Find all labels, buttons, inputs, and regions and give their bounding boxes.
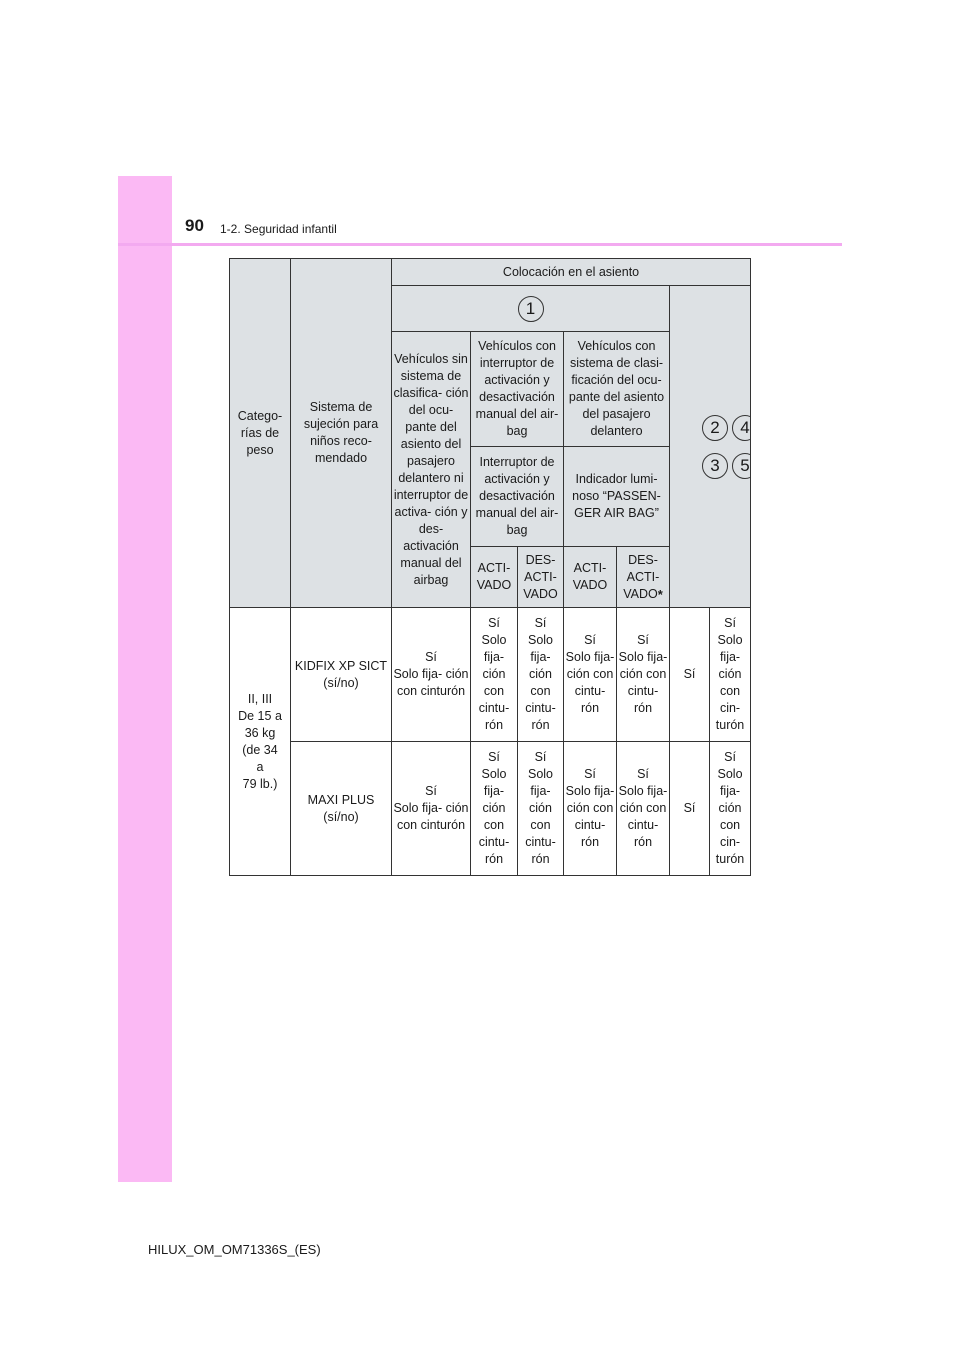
page-number: 90 — [185, 216, 204, 235]
position-2-marker: 2 — [702, 415, 728, 441]
table-cell: Sí Solo fija- ción con cintu- rón — [564, 742, 617, 876]
position-1-header — [392, 286, 670, 332]
weight-group-cell: II, III De 15 a 36 kg (de 34 a 79 lb.) — [230, 608, 291, 876]
restraint-system-name: KIDFIX XP SICT (sí/no) — [291, 608, 392, 742]
table-cell: Sí Solo fija- ción con cintu- rón — [564, 608, 617, 742]
airbag-indicator-header: Indicador lumi- noso “PASSEN- GER AIR BAG” — [564, 447, 670, 547]
state-on-header: ACTI- VADO — [471, 547, 518, 608]
table-cell: Sí Solo fija- ción con cin- turón — [710, 742, 751, 876]
vehicles-without-classification-header: Vehículos sin sistema de clasifica- ción del ocu- pante del asiento del pasajero delantero ni interruptor de activa- ción y des- activación manual del airbag — [392, 332, 471, 608]
table-cell: Sí Solo fija- ción con cintu- rón — [617, 742, 670, 876]
weight-category-header: Catego- rías de peso — [230, 259, 291, 608]
section-title: 1-2. Seguridad infantil — [220, 222, 337, 236]
table-cell: Sí Solo fija- ción con cinturón — [392, 608, 471, 742]
vehicles-with-manual-switch-header: Vehículos con interruptor de activación y desactivación manual del air- bag — [471, 332, 564, 447]
restraint-system-name: MAXI PLUS (sí/no) — [291, 742, 392, 876]
manual-switch-header: Interruptor de activación y desactivación manual del air- bag — [471, 447, 564, 547]
state-on-header: ACTI- VADO — [564, 547, 617, 608]
state-off-header: DES- ACTI- VADO — [518, 547, 564, 608]
header-rule — [118, 243, 842, 246]
asterisk-mark: * — [657, 586, 663, 602]
position-3-marker: 3 — [702, 453, 728, 479]
child-seat-table — [229, 258, 751, 876]
restraint-system-header: Sistema de sujeción para niños reco- mendado — [291, 259, 392, 608]
table-cell: Sí — [670, 742, 710, 876]
table-cell: Sí Solo fija- ción con cintu- rón — [471, 608, 518, 742]
vehicles-with-classification-header: Vehículos con sistema de clasi- ficación del ocu- pante del asiento del pasajero delantero — [564, 332, 670, 447]
table-cell: Sí Solo fija- ción con cinturón — [392, 742, 471, 876]
document-code: HILUX_OM_OM71336S_(ES) — [148, 1242, 321, 1257]
position-1-marker: 1 — [518, 296, 544, 322]
table-cell: Sí Solo fija- ción con cintu- rón — [617, 608, 670, 742]
seat-placement-header: Colocación en el asiento — [392, 259, 751, 286]
side-thumb-band — [118, 176, 172, 1182]
table-cell: Sí — [670, 608, 710, 742]
position-4-marker: 4 — [732, 415, 751, 441]
state-off-header: DES- ACTI- VADO* — [617, 547, 670, 608]
position-5-marker: 5 — [732, 453, 751, 479]
table-cell: Sí Solo fija- ción con cintu- rón — [518, 608, 564, 742]
table-cell: Sí Solo fija- ción con cintu- rón — [518, 742, 564, 876]
table-cell: Sí Solo fija- ción con cintu- rón — [471, 742, 518, 876]
table-cell: Sí Solo fija- ción con cin- turón — [710, 608, 751, 742]
positions-2-5-header — [670, 286, 751, 608]
